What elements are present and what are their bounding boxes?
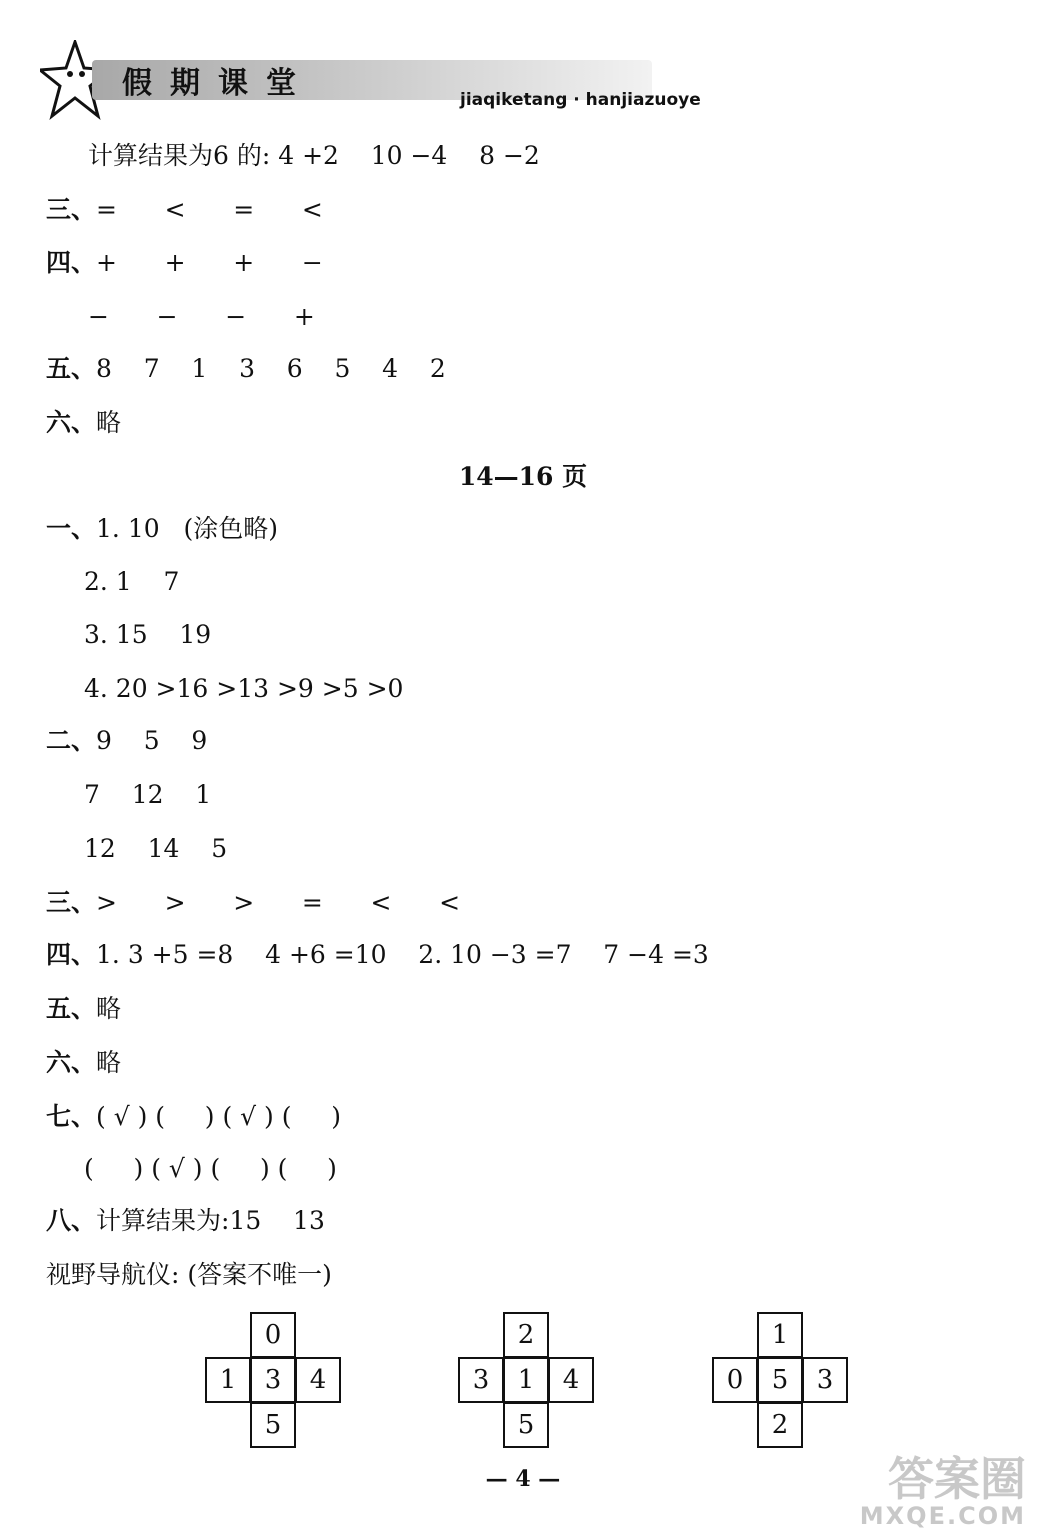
answer-text: 略 [96, 1048, 122, 1077]
section-title: 14—16 页 [458, 462, 588, 491]
answer-line [46, 996, 121, 1021]
page-number: — 4 — [485, 1466, 561, 1492]
question-number: 六、 [46, 1048, 97, 1077]
question-number: 四、 [46, 940, 97, 969]
answer-text: > > > = < < [96, 888, 461, 917]
grid-cell-left: 0 [712, 1357, 758, 1403]
watermark-logo [859, 1452, 1026, 1530]
answer-line [84, 622, 211, 647]
grid-cell-top: 2 [503, 1312, 549, 1358]
answer-text: 视野导航仪: (答案不唯一) [46, 1260, 332, 1289]
grid-cell-right: 4 [295, 1357, 341, 1403]
answer-line [46, 890, 460, 915]
answer-line [46, 356, 446, 381]
grid-cell-bottom: 5 [250, 1402, 296, 1448]
answer-line [84, 676, 403, 701]
answer-text: 4. 20 >16 >13 >9 >5 >0 [84, 674, 404, 703]
answer-text: 计算结果为6 的: 4 +2 10 −4 8 −2 [88, 141, 540, 170]
question-number: 三、 [46, 888, 97, 917]
page-header [40, 40, 780, 120]
question-number: 五、 [46, 354, 97, 383]
answer-text: 略 [96, 994, 122, 1023]
answer-text: ( ) ( √ ) ( ) ( ) [84, 1154, 337, 1183]
answer-line [46, 942, 709, 967]
grid-cell-center: 5 [757, 1357, 803, 1403]
answer-line [84, 782, 211, 807]
watermark-brand: 答案圈 [888, 1452, 1026, 1506]
answer-text: 1. 10 (涂色略) [96, 514, 278, 543]
header-subtitle: jiaqiketang · hanjiazuoye [460, 90, 701, 110]
answer-text: 12 14 5 [84, 834, 228, 863]
header-title: 假期课堂 [122, 66, 314, 101]
answer-line [46, 250, 323, 275]
answer-line [46, 197, 323, 222]
answer-line [84, 569, 179, 594]
question-number: 一、 [46, 514, 97, 543]
answer-text: 计算结果为:15 13 [96, 1206, 325, 1235]
watermark-site: MXQE.COM [859, 1502, 1026, 1530]
answer-text: − − − + [88, 302, 315, 331]
answer-line [46, 1262, 332, 1287]
answer-line [46, 1208, 325, 1233]
grid-cell-top: 0 [250, 1312, 296, 1358]
question-number: 二、 [46, 726, 97, 755]
answer-text: + + + − [96, 248, 323, 277]
question-number: 四、 [46, 248, 97, 277]
answer-text: 8 7 1 3 6 5 4 2 [96, 354, 446, 383]
grid-cell-right: 4 [548, 1357, 594, 1403]
question-number: 五、 [46, 994, 97, 1023]
answer-line [46, 728, 207, 753]
grid-cell-bottom: 5 [503, 1402, 549, 1448]
grid-cell-top: 1 [757, 1312, 803, 1358]
question-number: 六、 [46, 408, 97, 437]
grid-cell-left: 3 [458, 1357, 504, 1403]
answer-text: 9 5 9 [96, 726, 208, 755]
answer-line [46, 516, 278, 541]
answer-line [84, 1156, 337, 1181]
grid-cell-center: 3 [250, 1357, 296, 1403]
answer-text: 2. 1 7 [84, 567, 180, 596]
answer-text: = < = < [96, 195, 323, 224]
answer-line [84, 836, 227, 861]
answer-line [46, 1104, 341, 1129]
grid-cell-right: 3 [802, 1357, 848, 1403]
answer-line [88, 143, 540, 168]
answer-text: 7 12 1 [84, 780, 212, 809]
question-number: 七、 [46, 1102, 97, 1131]
grid-cell-left: 1 [205, 1357, 251, 1403]
answer-text: 略 [96, 408, 122, 437]
answer-line [88, 304, 315, 329]
answer-text: 1. 3 +5 =8 4 +6 =10 2. 10 −3 =7 7 −4 =3 [96, 940, 709, 969]
question-number: 八、 [46, 1206, 97, 1235]
question-number: 三、 [46, 195, 97, 224]
answer-line [46, 410, 121, 435]
grid-cell-center: 1 [503, 1357, 549, 1403]
grid-cell-bottom: 2 [757, 1402, 803, 1448]
answer-text: 3. 15 19 [84, 620, 212, 649]
answer-text: ( √ ) ( ) ( √ ) ( ) [96, 1102, 341, 1131]
answer-line [46, 1050, 121, 1075]
